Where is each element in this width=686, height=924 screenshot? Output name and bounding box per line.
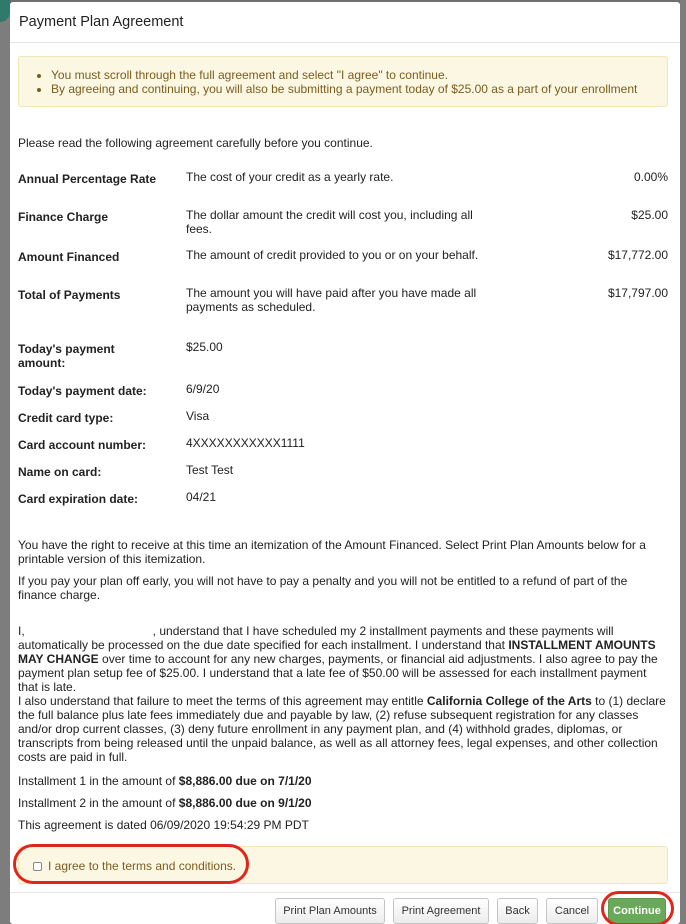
disclosure-amount: 0.00% (633, 170, 668, 184)
payment-detail-row (18, 465, 668, 492)
agreement-text: I also understand that failure to meet the terms of this agreement may entitle (18, 694, 424, 708)
agreement-intro: Please read the following agreement carefully before you continue. (18, 136, 373, 150)
highlight-ring-continue (601, 891, 674, 924)
agreement-date: This agreement is dated 06/09/2020 19:54:29 PM PDT (18, 818, 309, 832)
back-button[interactable]: Back (497, 898, 538, 924)
disclosure-row (18, 250, 668, 288)
payment-plan-modal (10, 2, 680, 924)
disclosure-row (18, 288, 668, 342)
notice-item: • By agreeing and continuing, you will also be submitting a payment today of $25.00 as a part of your enrollment (51, 82, 667, 96)
college-name: California College of the Arts (426, 694, 592, 708)
background-logo (0, 0, 10, 22)
notice-box (18, 56, 668, 107)
itemization-text: You have the right to receive at this time an itemization of the Amount Financed. Select Print Plan Amounts below for a printable version of this itemization. (18, 538, 646, 566)
disclosure-label: Total of Payments (18, 288, 121, 302)
payment-detail-label: Name on card: (18, 465, 102, 479)
default-terms-paragraph (18, 694, 668, 764)
agreement-i: I, (18, 624, 25, 638)
payment-detail-value: 4XXXXXXXXXXX1111 (186, 436, 305, 450)
installment-amount: $8,886.00 due on 7/1/20 (178, 774, 312, 788)
payment-detail-row (18, 342, 668, 384)
installment-agreement-paragraph (18, 624, 668, 694)
cancel-button[interactable]: Cancel (546, 898, 598, 924)
payment-detail-value: $25.00 (186, 340, 223, 354)
payment-detail-row (18, 411, 668, 438)
disclosure-amount: $17,772.00 (607, 248, 668, 262)
disclosure-row (18, 210, 668, 250)
installment-prefix: Installment 2 in the amount of (18, 796, 176, 810)
terms-label-text: I agree to the terms and conditions. (48, 859, 237, 873)
agreement-bold: INSTALLMENT AMOUNTS MAY CHANGE (18, 638, 656, 666)
disclosure-row (18, 172, 668, 210)
print-plan-amounts-button[interactable]: Print Plan Amounts (275, 898, 385, 924)
disclosure-label: Annual Percentage Rate (18, 172, 157, 186)
payment-detail-row (18, 438, 668, 465)
agreement-text: , understand that I have scheduled my 2 installment payments and these payments will automatically be processed on the due date specified for each installment. I understand that (18, 624, 614, 652)
agreement-text: to (1) declare the full balance plus late fees immediately due and payable by law, (2) refuse subsequent registration for any classes and/or drop current classes, (3) deny future enrollment in any payment plan, and (4) withhold grades, diplomas, or transcripts from being released until the unpaid balance, as well as all attorney fees, legal expenses, and other collection costs are paid in full. (18, 694, 666, 764)
payment-detail-label: Credit card type: (18, 411, 114, 425)
payment-detail-value: 04/21 (186, 490, 217, 504)
disclosure-label: Finance Charge (18, 210, 109, 224)
footer-divider (10, 892, 680, 893)
background-page-right (680, 0, 686, 924)
payment-detail-value: Test Test (186, 463, 234, 477)
disclosure-label: Amount Financed (18, 250, 120, 264)
installment-amount: $8,886.00 due on 9/1/20 (178, 796, 312, 810)
print-agreement-button[interactable]: Print Agreement (393, 898, 489, 924)
disclosure-amount: $17,797.00 (607, 286, 668, 300)
payment-detail-label: Card expiration date: (18, 492, 139, 506)
disclosure-description: The dollar amount the credit will cost you, including all fees. (186, 208, 473, 236)
payoff-text: If you pay your plan off early, you will not have to pay a penalty and you will not be entitled to a refund of part of the finance charge. (18, 574, 628, 602)
highlight-ring-terms (13, 844, 249, 884)
notice-item: • You must scroll through the full agreement and select "I agree" to continue. (51, 68, 667, 82)
payment-detail-value: 6/9/20 (186, 382, 220, 396)
modal-title: Payment Plan Agreement (19, 14, 184, 30)
payment-detail-label: Today's payment amount: (18, 342, 115, 370)
background-page-left (0, 0, 10, 924)
payment-detail-label: Today's payment date: (18, 384, 147, 398)
payment-detail-row (18, 492, 668, 538)
agreement-scroll-area[interactable] (10, 120, 680, 832)
modal-header (10, 2, 680, 43)
disclosure-amount: $25.00 (631, 208, 668, 222)
payment-detail-label: Card account number: (18, 438, 147, 452)
payment-detail-value: Visa (186, 409, 210, 423)
installment-line (18, 796, 668, 810)
disclosure-description: The cost of your credit as a yearly rate. (186, 170, 394, 184)
continue-button[interactable]: Continue (608, 898, 666, 924)
agreement-text: over time to account for any new charges, payments, or financial aid adjustments. I also agree to pay the payment plan setup fee of $25.00. I understand that a late fee of $50.00 will be assessed for each installment payment that is late. (18, 652, 658, 694)
disclosure-description: The amount of credit provided to you or on your behalf. (186, 248, 479, 262)
installment-line (18, 774, 668, 788)
installment-prefix: Installment 1 in the amount of (18, 774, 176, 788)
agreement-content (10, 136, 680, 832)
payment-detail-row (18, 384, 668, 411)
disclosure-description: The amount you will have paid after you have made all payments as scheduled. (186, 286, 477, 314)
